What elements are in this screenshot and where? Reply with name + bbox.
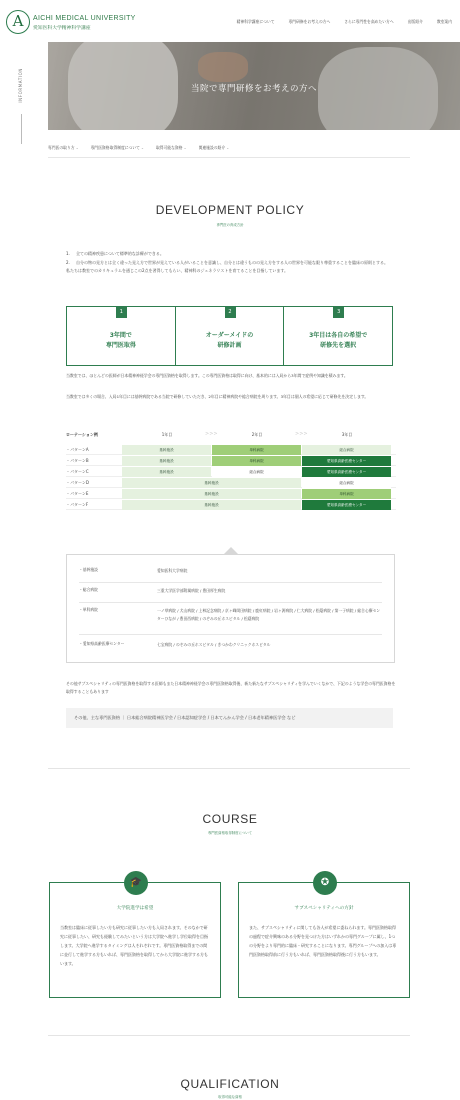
detail-value: 愛知医科大学病院 [157,568,188,573]
rotation-row [66,466,396,477]
qualification-subtitle: 取得可能な資格 [218,1095,242,1099]
rotation-label: ローテーション例 [66,432,98,437]
list-number: 2. [66,259,70,265]
course-card-graduate [49,877,221,998]
nav-item-publications[interactable]: 出版紹介 [407,19,423,24]
nav-item-department[interactable]: 教室案内 [436,19,452,24]
logo-letter: A [12,12,24,30]
pattern-name: ・パターンB [66,458,89,463]
policy-closing: 私たちは教室でのカリキュラムを通じこの2点を習得してもらい、精神科のジェネラリストを育てることを目指しています。 [66,268,289,273]
pattern-name: ・パターンD [66,480,89,485]
global-nav [237,19,452,25]
detail-row [79,607,382,635]
feature-item [67,307,176,365]
side-label-text: INFORMATION [18,68,23,103]
list-text: 自分の物の見方とは全く違った見え方で世界が見えている人がいることを意識し、自分とは違うものの見え方をする人の世界を可能な限り尊重することを臨床の原則とする。 [76,259,388,265]
detail-row [79,641,382,657]
pattern-name: ・パターンC [66,469,89,474]
card-body: 当教室は臨床に従事したい方も研究に従事したい方も入局されます。そのなかで研究に従事したい、研究も経験してみたいという方は大学院へ進学し学位取得を目指します。大学院へ進学するタイミングは人それぞれです。専門医資格取得までの間に並行して進学する方もいれば、専門医資格を取得してから大学院に進学する方もいます。 [60,925,208,966]
course-subtitle: 専門医資格取得制度について [207,831,252,835]
policy-list [66,250,396,276]
rotation-cell: 基幹施設 [122,478,301,488]
feature-number: 3 [333,307,344,318]
arrow-icon: >>> [205,431,218,437]
rotation-row [66,477,396,488]
course-title: COURSE [202,812,258,826]
rotation-cell: 総合病院 [302,445,391,455]
rotation-row [66,444,396,455]
feature-item [176,307,285,365]
rotation-cell: 単科病院 [212,456,301,466]
year-label: 1年目 [161,432,173,437]
rotation-cell: 愛知県高齢医療センター [302,467,391,477]
nav-item-specialty[interactable]: さらに専門性を高めたい方へ [344,19,394,24]
logo-text-ja[interactable]: 愛知医科大学精神科学講座 [33,26,91,31]
facility-detail-box [66,554,395,663]
card-title: サブスペシャリティへの方針 [294,906,354,911]
rotation-cell: 愛知県高齢医療センター [302,456,391,466]
feature-label: 3年間で 専門医取得 [105,332,136,349]
year-label: 2年目 [251,432,263,437]
feature-item [284,307,392,365]
hero-banner [48,42,460,130]
pattern-name: ・パターンF [66,502,89,507]
rotation-cell: 基幹施設 [122,456,211,466]
pattern-name: ・パターンA [66,447,89,452]
feature-panel [66,306,393,366]
course-card-subspecialty [238,877,410,998]
rotation-cell: 基幹施設 [122,500,301,510]
detail-key: ・愛知県高齢医療センター [79,641,125,646]
rotation-cell: 基幹施設 [122,445,211,455]
year-label: 3年目 [341,432,353,437]
rotation-row [66,488,396,499]
list-item [66,250,396,259]
detail-key: ・基幹施設 [79,567,98,572]
pattern-name: ・パターンE [66,491,89,496]
rotation-cell: 総合病院 [212,467,301,477]
subnav-item-qualifications[interactable]: 取得可能な資格 ⌄ [156,145,187,151]
nav-item-about[interactable]: 精神科学講座について [236,19,275,24]
subnav-item-how-to[interactable]: 専門医の取り方 ⌄ [48,145,79,151]
award-medal-icon: ✪ [313,871,337,895]
rotation-row [66,499,396,510]
list-text: 全ての精神疾患について標準的な診療ができる。 [76,251,164,256]
page-subnav [48,138,410,158]
nav-item-training[interactable]: 専門研修をお考えの方へ [288,19,331,24]
hero-title: 当院で専門研修をお考えの方へ [190,84,317,94]
detail-row [79,587,382,603]
side-label-line [21,114,22,144]
detail-value: 三重大学医学部附属病院 / 豊田厚生病院 [157,588,226,593]
section-divider [48,1035,410,1036]
site-header [0,0,460,42]
qualifications-note: その他、主な専門医資格 ｜ 日本総合病院精神医学会 / 日本認知症学会 / 日本てんかん学会 / 日本老年精神医学会 など [66,708,393,728]
arrow-icon: >>> [295,431,308,437]
card-body: また、サブスペシャリティに関しても各人が希望に委ねられます。専門医資格取得の過程で症介興味のある分野を見つけた方はいずれかの専門グループに属し、1つの分野をより専門的に臨床・研究することになります。専門グループへの加入は専門医資格取得前に行う方もいれば、専門医資格取得後に行う方もいます。 [249,925,397,957]
detail-row [79,567,382,583]
feature-label: 3年目は各自の希望で 研修先を選択 [309,332,368,349]
detail-value: 一ノ草病院 / 犬山病院 / 上林記念病院 / 京ヶ峰岡田病院 / 鹿紅病院 / 岩ヶ源病院 / 仁大病院 / 松蔭病院 / 第一子病院 / 総合心療センターひなが / 豊田西病院 / のぞみの丘ホスピタル / 松蔭病院 [157,608,381,621]
list-item [66,259,396,268]
policy-paragraph: 当教室では、ほとんどの医師が日本精神神経学会の専門医資格を取得します。この専門医資格は取得に向け、基本的には入局から3年間で症例や知識を積みます。 [66,373,348,378]
detail-key: ・総合病院 [79,587,98,592]
graduation-cap-icon: 🎓 [124,871,148,895]
feature-number: 2 [225,307,236,318]
list-number: 1. [66,251,70,256]
feature-label: オーダーメイドの 研修計画 [205,332,254,349]
rotation-cell: 単科病院 [302,489,391,499]
detail-key: ・単科病院 [79,607,98,612]
rotation-row [66,455,396,466]
section-divider [48,768,410,769]
rotation-cell: 愛知県高齢医療センター [302,500,391,510]
subnav-item-facilities[interactable]: 関連施設の紹介 ⌄ [199,145,230,151]
logo-text-en[interactable]: AICHI MEDICAL UNIVERSITY [33,15,136,22]
rotation-header [66,430,396,442]
detail-value: 七宝病院 / のぞみの丘ホスピタル / きつかわクリニックホスピタル [157,642,271,647]
rotation-cell: 総合病院 [302,478,391,488]
policy-paragraph: 当教室では多くの場合、入局1年目には基幹病院である当院で研修していただき、2年目に精神病院や総合病院を周ります。3年目は個人の希望に応じて研修先を決定します。 [66,394,369,399]
feature-number: 1 [116,307,127,318]
subnav-item-system[interactable]: 専門医資格取得制度について ⌄ [91,145,144,151]
policy-subtitle: 専門医の育成方針 [216,223,244,227]
rotation-cell: 基幹施設 [122,467,211,477]
qualification-title: QUALIFICATION [180,1077,280,1091]
policy-title: DEVELOPMENT POLICY [155,203,305,217]
side-section-label [16,40,28,130]
university-logo-icon[interactable] [6,10,30,34]
card-title: 大学院進学は希望 [116,906,154,911]
detail-pointer [224,547,238,554]
rotation-cell: 単科病院 [212,445,301,455]
subspecialty-paragraph: その他サブスペシャリティの専門医資格を取得する医師もまた日本精神神経学会の専門医資格取得後、新た新たなサブスペシャリティを学んでいくなかで、下記のような学会の専門医資格を取得することもあります [66,681,396,694]
rotation-cell: 基幹施設 [122,489,301,499]
